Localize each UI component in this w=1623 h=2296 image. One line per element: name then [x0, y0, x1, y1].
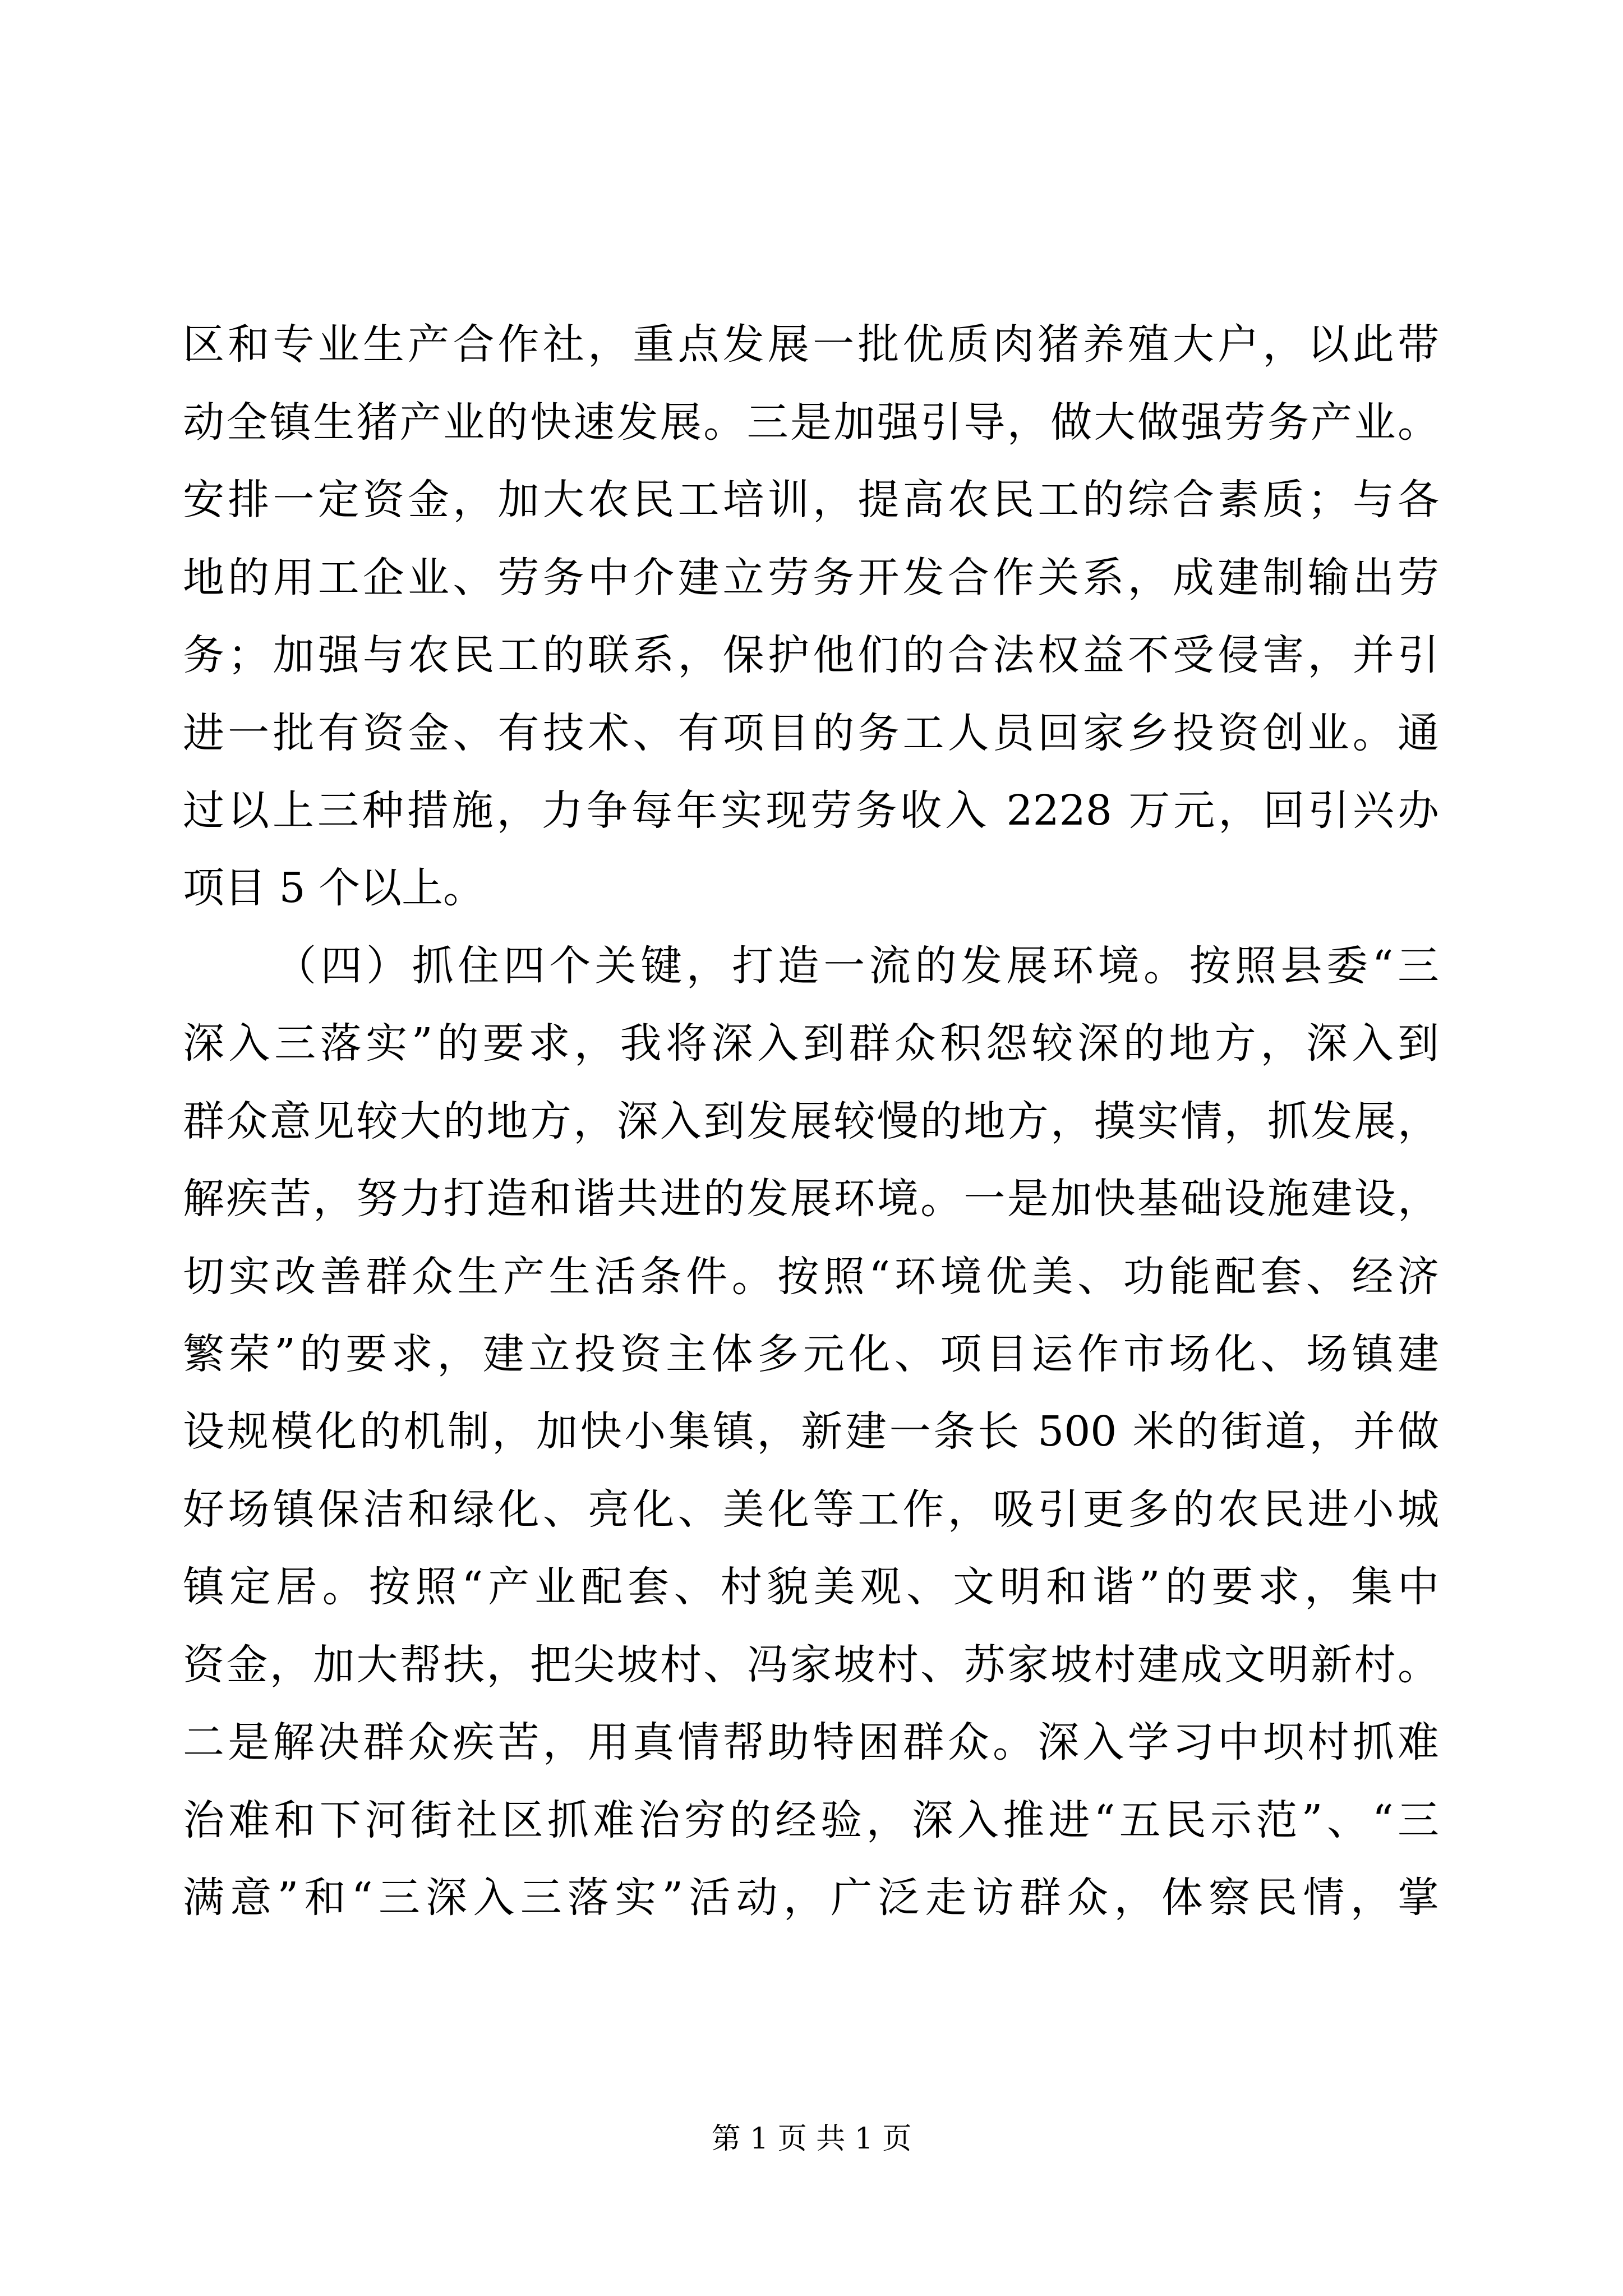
text-line: 二是解决群众疾苦，用真情帮助特困群众。深入学习中坝村抓难	[183, 1718, 1439, 1766]
text-line: 解疾苦，努力打造和谐共进的发展环境。一是加快基础设施建设，	[183, 1175, 1439, 1223]
text-line: 项目 5 个以上。	[183, 864, 485, 912]
text-line: 务；加强与农民工的联系，保护他们的合法权益不受侵害，并引	[183, 631, 1439, 679]
text-line: 过以上三种措施，力争每年实现劳务收入 2228 万元，回引兴办	[183, 786, 1439, 835]
text-line: 群众意见较大的地方，深入到发展较慢的地方，摸实情，抓发展，	[183, 1097, 1439, 1145]
text-line: 区和专业生产合作社，重点发展一批优质肉猪养殖大户，以此带	[183, 320, 1439, 369]
text-line: 资金，加大帮扶，把尖坡村、冯家坡村、苏家坡村建成文明新村。	[183, 1641, 1439, 1689]
text-line: 满意”和“三深入三落实”活动，广泛走访群众，体察民情，掌	[183, 1874, 1439, 1922]
text-line: 进一批有资金、有技术、有项目的务工人员回家乡投资创业。通	[183, 709, 1439, 757]
text-line: 动全镇生猪产业的快速发展。三是加强引导，做大做强劳务产业。	[183, 398, 1439, 447]
text-line: 治难和下河街社区抓难治穷的经验，深入推进“五民示范”、“三	[183, 1796, 1439, 1844]
text-line: 切实改善群众生产生活条件。按照“环境优美、功能配套、经济	[183, 1253, 1439, 1301]
text-line: 繁荣”的要求，建立投资主体多元化、项目运作市场化、场镇建	[183, 1330, 1439, 1378]
text-line: 镇定居。按照“产业配套、村貌美观、文明和谐”的要求，集中	[183, 1563, 1439, 1611]
text-line: 好场镇保洁和绿化、亮化、美化等工作，吸引更多的农民进小城	[183, 1485, 1439, 1534]
paragraph-first-line: （四）抓住四个关键，打造一流的发展环境。按照县委“三	[275, 942, 1439, 990]
text-line: 深入三落实”的要求，我将深入到群众积怨较深的地方，深入到	[183, 1019, 1439, 1068]
text-line: 地的用工企业、劳务中介建立劳务开发合作关系，成建制输出劳	[183, 554, 1439, 602]
text-line: 设规模化的机制，加快小集镇，新建一条长 500 米的街道，并做	[183, 1407, 1439, 1456]
page-footer: 第 1 页 共 1 页	[711, 2122, 912, 2156]
text-line: 安排一定资金，加大农民工培训，提高农民工的综合素质；与各	[183, 476, 1439, 524]
